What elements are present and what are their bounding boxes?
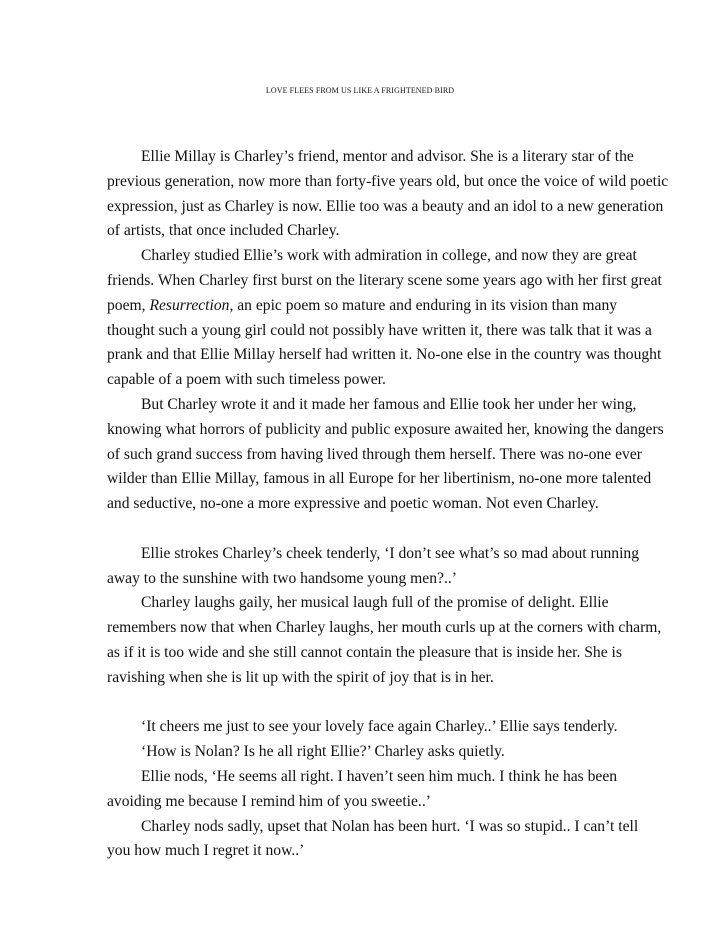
paragraph-continuation xyxy=(107,170,669,244)
text-line: Ellie Millay is Charley’s friend, mentor and advisor. She is a literary star of the xyxy=(141,148,634,165)
text-line: ravishing when she is lit up with the spirit of joy that is in her. xyxy=(107,668,494,686)
text-line: ‘How is Nolan? Is he all right Ellie?’ Charley asks quietly. xyxy=(141,743,505,761)
paragraph-continuation xyxy=(107,269,662,393)
text-line: remembers now that when Charley laughs, her mouth curls up at the corners with charm, xyxy=(107,619,662,637)
text-line: Charley studied Ellie’s work with admiration in college, and now they are great xyxy=(141,247,637,265)
paragraph-continuation xyxy=(107,839,619,864)
body-text xyxy=(107,145,669,864)
text-line: But Charley wrote it and it made her famous and Ellie took her under her wing, xyxy=(141,395,637,413)
section-gap xyxy=(107,691,619,716)
text-line: Ellie strokes Charley’s cheek tenderly, ‘I don’t see what’s so mad about running xyxy=(141,544,640,562)
text-line: expression, just as Charley is now. Ellie too was a beauty and an idol to a new generation xyxy=(107,197,664,215)
text-line: capable of a poem with such timeless power. xyxy=(107,371,386,389)
text-line xyxy=(107,294,619,319)
text-line: thought such a young girl could not possibly have written it, there was talk that it was a xyxy=(107,321,652,339)
paragraph xyxy=(107,542,640,567)
text-line: Charley laughs gaily, her musical laugh full of the promise of delight. Ellie xyxy=(141,594,609,612)
text-line: previous generation, now more than forty-five years old, but once the voice of wild poetic xyxy=(107,172,669,190)
text-fragment: poem, xyxy=(107,296,150,314)
paragraph-continuation xyxy=(107,567,619,592)
paragraph xyxy=(107,740,619,765)
text-line: wilder than Ellie Millay, famous in all Europe for her libertinism, no-one more talented xyxy=(107,470,652,488)
paragraph xyxy=(107,815,639,840)
text-line: of artists, that once included Charley. xyxy=(107,222,340,240)
paragraph xyxy=(107,765,619,790)
text-line: knowing what horrors of publicity and public exposure awaited her, knowing the dangers xyxy=(107,420,664,438)
text-line: avoiding me because I remind him of you sweetie..’ xyxy=(107,792,431,810)
paragraph xyxy=(107,145,634,170)
section-gap xyxy=(107,517,619,542)
paragraph xyxy=(107,393,637,418)
paragraph xyxy=(107,715,619,740)
text-line: as if it is too wide and she still cannot contain the pleasure that is inside her. She is xyxy=(107,643,622,661)
text-line: and seductive, no-one a more expressive and poetic woman. Not even Charley. xyxy=(107,495,599,513)
text-line: you how much I regret it now..’ xyxy=(107,842,305,860)
text-line: Ellie nods, ‘He seems all right. I haven’t seen him much. I think he has been xyxy=(141,767,618,785)
paragraph xyxy=(107,591,619,616)
paragraph-continuation xyxy=(107,616,662,690)
paragraph-continuation xyxy=(107,790,619,815)
text-line: Charley nods sadly, upset that Nolan has been hurt. ‘I was so stupid.. I can’t tell xyxy=(141,817,639,835)
text-line: prank and that Ellie Millay herself had written it. No-one else in the country was thought xyxy=(107,346,662,364)
text-line: ‘It cheers me just to see your lovely face again Charley..’ Ellie says tenderly. xyxy=(141,718,618,736)
poem-title: Resurrection xyxy=(149,296,230,314)
paragraph-continuation xyxy=(107,418,664,517)
running-head: LOVE FLEES FROM US LIKE A FRIGHTENED BIRD xyxy=(265,86,455,95)
text-line: away to the sunshine with two handsome young men?..’ xyxy=(107,569,457,587)
text-fragment: , an epic poem so mature and enduring in its vision than many xyxy=(229,296,618,314)
text-line: friends. When Charley first burst on the literary scene some years ago with her first great xyxy=(107,271,662,289)
text-line: of such grand success from having lived through them herself. There was no-one ever xyxy=(107,445,642,463)
paragraph xyxy=(107,244,637,269)
